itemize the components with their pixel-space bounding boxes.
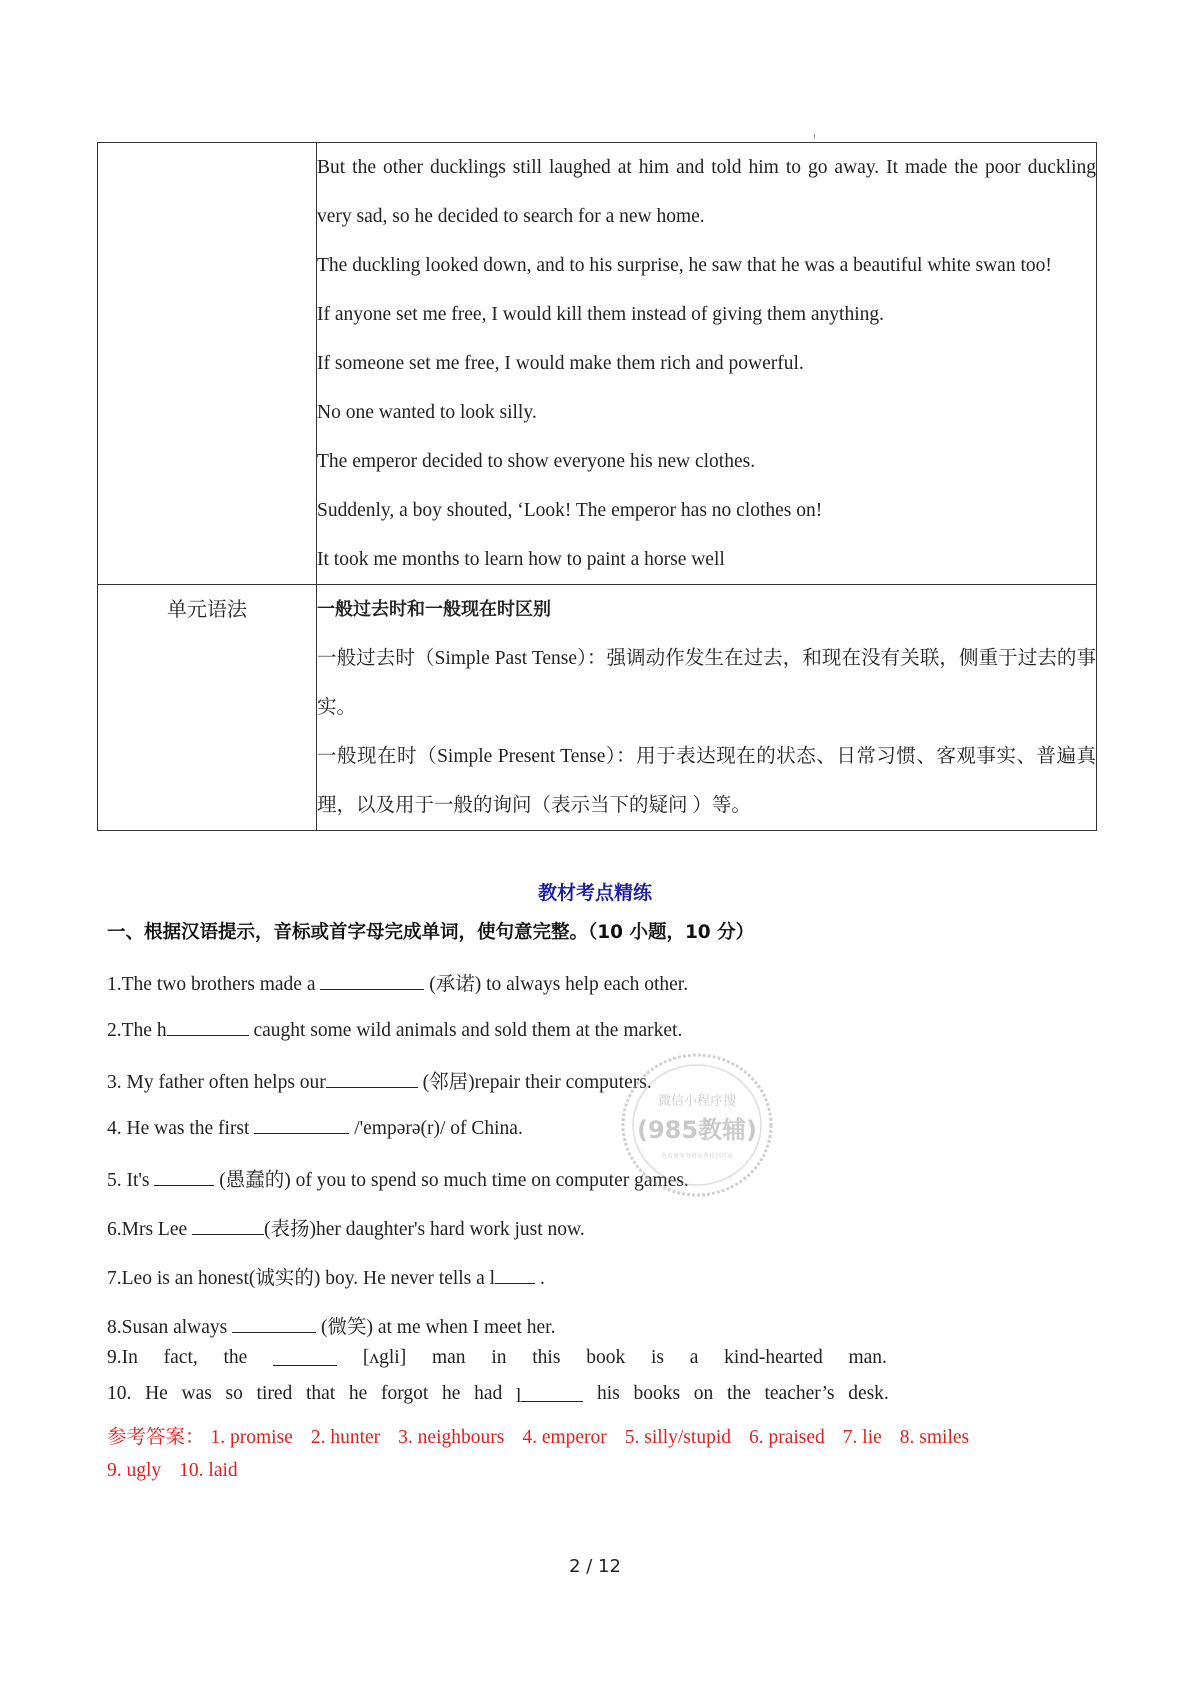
answer-key-line-1	[107, 1421, 987, 1449]
content-table	[97, 142, 1097, 831]
answer-item: 7. lie	[842, 1427, 882, 1448]
answer-blank[interactable]	[326, 1069, 418, 1088]
page-number: 2 / 12	[569, 1556, 621, 1577]
answer-item: 3. neighbours	[398, 1427, 505, 1448]
answer-blank[interactable]	[192, 1216, 264, 1235]
svg-text:(985教辅): (985教辅)	[636, 1116, 758, 1144]
question-9: 9.In fact, the [ʌgli] man in this book is a kind-hearted man.	[107, 1347, 887, 1368]
answer-item: 10. laid	[179, 1460, 238, 1481]
sentence-line: If someone set me free, I would make them rich and powerful.	[317, 353, 804, 374]
grammar-label-cell	[98, 585, 317, 831]
exercise-instruction: 一、根据汉语提示，音标或首字母完成单词，使句意完整。（10 小题，10 分）	[107, 922, 755, 943]
question-1: 1.The two brothers made a (承诺) to always help each other.	[107, 968, 688, 996]
sentence-line: It took me months to learn how to paint a horse well	[317, 549, 725, 570]
answer-key-label: 参考答案：	[107, 1427, 205, 1448]
answer-blank[interactable]	[232, 1314, 316, 1333]
question-2: 2.The h caught some wild animals and sold them at the market.	[107, 1017, 682, 1042]
question-7: 7.Leo is an honest(诚实的) boy. He never tells a l .	[107, 1262, 545, 1290]
question-5: 5. It's (愚蠢的) of you to spend so much time on computer games.	[107, 1164, 689, 1192]
section-title: 教材考点精练	[537, 882, 652, 904]
grammar-cell	[317, 585, 1097, 831]
answer-item: 8. smiles	[899, 1427, 970, 1448]
svg-text:微信小程序搜: 微信小程序搜	[657, 1094, 737, 1109]
question-6: 6.Mrs Lee (表扬)her daughter's hard work just now.	[107, 1213, 585, 1241]
table-cell-empty	[98, 143, 317, 585]
answer-item: 4. emperor	[522, 1427, 607, 1448]
answer-blank[interactable]	[521, 1383, 583, 1402]
grammar-past-text: 一般过去时（Simple Past Tense）：强调动作发生在过去，和现在没有关联，侧重于过去的事实。	[317, 648, 1096, 718]
answer-blank[interactable]	[320, 971, 424, 990]
sentence-line: No one wanted to look silly.	[317, 402, 537, 423]
question-10: 10. He was so tired that he forgot he had l his books on the teacher’s desk.	[107, 1383, 889, 1407]
question-3: 3. My father often helps our (邻居)repair their computers.	[107, 1066, 652, 1094]
grammar-title: 一般过去时和一般现在时区别	[317, 599, 551, 620]
grammar-label: 单元语法	[167, 599, 247, 621]
sentence-line: The duckling looked down, and to his surprise, he saw that he was a beautiful white swan too!	[317, 255, 1052, 276]
answer-item: 6. praised	[748, 1427, 825, 1448]
sentence-line: But the other ducklings still laughed at him and told him to go away. It made the poor duckling very sad, so he decided to search for a new home.	[317, 157, 1096, 227]
header-tick-mark	[814, 134, 815, 139]
question-4: 4. He was the first /'empərə(r)/ of China.	[107, 1115, 523, 1140]
svg-text:查看更多资料免费找到答案: 查看更多资料免费找到答案	[660, 1153, 734, 1160]
answer-item: 9. ugly	[107, 1460, 162, 1481]
answer-item: 2. hunter	[310, 1427, 381, 1448]
answer-item: 5. silly/stupid	[624, 1427, 731, 1448]
sentences-cell	[317, 143, 1097, 585]
answer-blank[interactable]	[495, 1265, 535, 1284]
answer-blank[interactable]	[273, 1347, 337, 1366]
table-row	[98, 585, 1097, 831]
question-8: 8.Susan always (微笑) at me when I meet her.	[107, 1311, 555, 1339]
answer-blank[interactable]	[167, 1017, 249, 1036]
answer-blank[interactable]	[254, 1115, 349, 1134]
watermark-stamp	[618, 1050, 776, 1200]
table-row	[98, 143, 1097, 585]
sentence-line: If anyone set me free, I would kill them instead of giving them anything.	[317, 304, 884, 325]
sentence-line: Suddenly, a boy shouted, ‘Look! The emperor has no clothes on!	[317, 500, 823, 521]
answer-item: 1. promise	[210, 1427, 293, 1448]
grammar-present-text: 一般现在时（Simple Present Tense）：用于表达现在的状态、日常习惯、客观事实、普遍真理，以及用于一般的询问（表示当下的疑问 ）等。	[317, 746, 1096, 816]
answer-blank[interactable]	[154, 1167, 214, 1186]
sentence-line: The emperor decided to show everyone his new clothes.	[317, 451, 756, 472]
answer-key-line-2	[107, 1460, 256, 1482]
